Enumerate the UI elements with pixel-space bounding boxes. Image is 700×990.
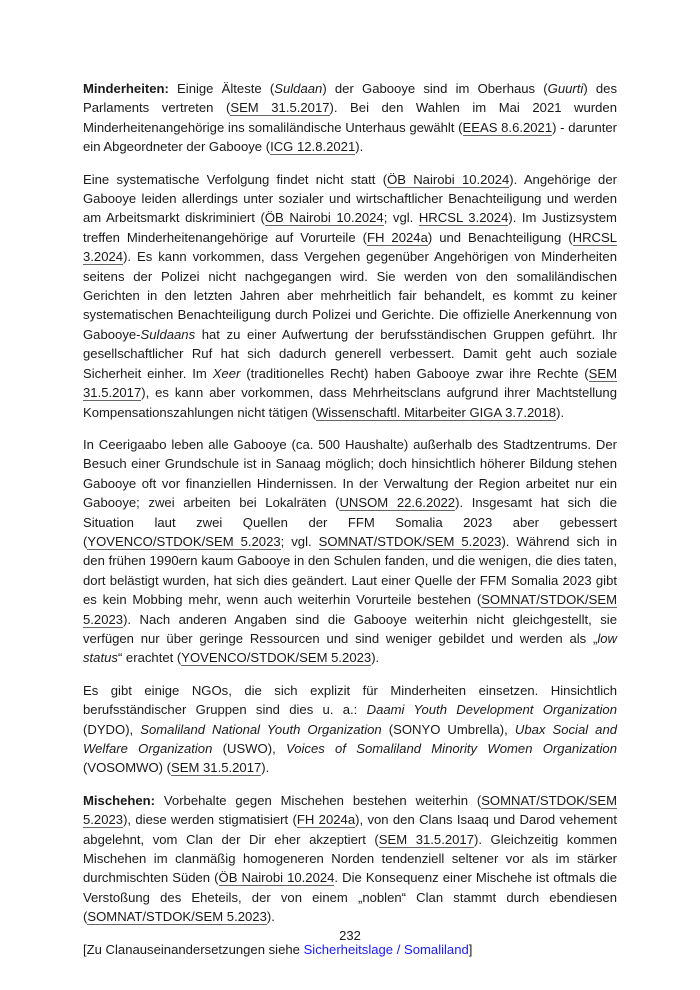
text: (traditionelles Recht) haben Gabooye zwar ihre Rechte ( (240, 365, 589, 381)
text: ). (266, 909, 275, 925)
citation-link[interactable]: HRCSL 3.2024 (83, 229, 617, 265)
italic-term: low status (83, 630, 617, 666)
text: ). Nach anderen Angaben sind die Gabooye weiterhin nicht gleichgestellt, sie verfügen nur über geringe Ressourcen und sind weniger gebildet und werden als „ (83, 611, 617, 646)
citation-link[interactable]: ÖB Nairobi 10.2024 (218, 870, 335, 886)
text: ). Bei den Wahlen im Mai 2021 wurden Minderheitenangehörige ins somaliländische Unterhaus gewählt ( (83, 100, 617, 135)
citation-link[interactable]: YOVENCO/STDOK/SEM 5.2023 (181, 650, 372, 666)
page-number: 232 (339, 928, 361, 943)
text: ) der Gabooye sind im Oberhaus ( (322, 81, 548, 96)
text: ). Im Justizsystem treffen Minderheitenangehörige auf Vorurteile ( (83, 210, 617, 245)
text: “ erachtet ( (117, 650, 182, 666)
italic-term: Ubax Social and Welfare Organization (83, 721, 618, 756)
text: ). Während sich in den frühen 1990ern kaum Gabooye in den Schulen fanden, und die wenigen, die dies taten, dort belästigt wurden, hat sich dies geändert. Laut einer Quelle der FFM Somalia 2023 gibt es kein Mobbing mehr, wenn auch weiterhin Vorurteile bestehen ( (83, 533, 617, 608)
citation-link[interactable]: UNSOM 22.6.2022 (339, 495, 456, 511)
text: ] (468, 941, 473, 957)
citation-link[interactable]: SOMNAT/STDOK/SEM 5.2023 (87, 909, 267, 925)
text: ), es kann aber vorkommen, dass Mehrheitsclans aufgrund ihrer Machtstellung Kompensationszahlungen nicht tätigen ( (83, 385, 617, 420)
citation-link[interactable]: EEAS 8.6.2021 (462, 119, 553, 135)
text: ). (556, 404, 565, 420)
text: ). Gleichzeitig kommen Mischehen im clanmäßig homogeneren Norden tendenziell seltener vor als im stärker durchmischten Süden ( (83, 831, 618, 886)
citation-link[interactable]: SEM 31.5.2017 (378, 831, 474, 847)
citation-link[interactable]: SOMNAT/STDOK/SEM 5.2023 (318, 533, 502, 549)
cross-reference-link[interactable]: Sicherheitslage / Somaliland (303, 941, 469, 957)
text: . Die Konsequenz einer Mischehe ist oftmals die Verstoßung des Eheteils, der von einem „noblen“ Clan stammt durch ebendiesen ( (83, 870, 617, 925)
text: ), diese werden stigmatisiert ( (123, 812, 297, 828)
document-body (83, 79, 617, 972)
citation-link[interactable]: SEM 31.5.2017 (83, 365, 617, 401)
text: (SONYO Umbrella), (381, 721, 515, 737)
italic-term: Voices of Somaliland Minority Women Organization (285, 741, 617, 756)
italic-term: Guurti (547, 81, 584, 96)
text: ; vgl. (280, 533, 319, 549)
text: ) - darunter ein Abgeordneter der Gabooye ( (83, 119, 618, 155)
text: ). Es kann vorkommen, dass Vergehen gegenüber Angehörigen von Minderheiten seitens der Polizei nicht nachgegangen wird. Sie werden von den somaliländischen Gerichten in den letzten Jahren aber mehrheitlich fair behandelt, es kommt zu keiner systematischen Benachteiligung durch Polizei und Gerichte. Die offizielle Anerkennung von Gabooye- (83, 249, 617, 342)
text: (DYDO), (83, 721, 141, 737)
text: ). (355, 139, 364, 155)
citation-link[interactable]: ÖB Nairobi 10.2024 (264, 210, 384, 226)
text: Einige Älteste ( (168, 81, 275, 96)
text: ) des Parlaments vertreten ( (83, 81, 618, 116)
citation-link[interactable]: SOMNAT/STDOK/SEM 5.2023 (83, 592, 617, 627)
bold-heading: Minderheiten: (83, 81, 169, 96)
text: hat zu einer Aufwertung der berufsständischen Gruppen geführt. Ihr gesellschaftlicher Ruf hat sich dadurch generell verbessert. Damit geht auch soziale Sicherheit einher. Im (83, 326, 617, 381)
text: ; vgl. (383, 210, 419, 226)
italic-term: Daami Youth Development Organization (366, 702, 617, 718)
text: ). (261, 760, 270, 776)
italic-term: Xeer (212, 365, 241, 381)
italic-term: Somaliland National Youth Organization (140, 721, 382, 737)
text: (VOSOMWO) ( (83, 760, 172, 776)
text: ), von den Clans Isaaq und Darod vehement abgelehnt, vom Clan der Dir eher akzeptiert ( (83, 812, 617, 847)
paragraph (83, 170, 617, 422)
text: ). (371, 650, 380, 666)
citation-link[interactable]: SEM 31.5.2017 (171, 760, 262, 776)
citation-link[interactable]: ÖB Nairobi 10.2024 (387, 171, 510, 187)
citation-link[interactable]: YOVENCO/STDOK/SEM 5.2023 (87, 533, 281, 549)
text: ). Angehörige der Gabooye leiden allerdings unter sozialer und wirtschaftlicher Benachteiligung und werden am Arbeitsmarkt diskriminiert ( (83, 171, 617, 226)
paragraph (83, 681, 617, 778)
citation-link[interactable]: Wissenschaftl. Mitarbeiter GIGA 3.7.2018 (315, 404, 557, 420)
paragraph (83, 79, 617, 157)
italic-term: Suldaans (140, 326, 196, 342)
citation-link[interactable]: FH 2024a (296, 812, 356, 828)
citation-link[interactable]: FH 2024a (366, 229, 428, 245)
text: [Zu Clanauseinandersetzungen siehe (83, 941, 304, 957)
citation-link[interactable]: SEM 31.5.2017 (230, 100, 330, 116)
text: Es gibt einige NGOs, die sich explizit für Minderheiten einsetzen. Hinsichtlich berufsständischer Gruppen sind dies u. a.: (83, 682, 617, 718)
italic-term: Suldaan (274, 81, 323, 96)
text: (USWO), (212, 741, 286, 756)
citation-link[interactable]: HRCSL 3.2024 (418, 210, 509, 226)
text: In Ceerigaabo leben alle Gabooye (ca. 500 Haushalte) außerhalb des Stadtzentrums. Der Besuch einer Grundschule ist in Sanaag möglich; doch hinsichtlich höherer Bildung stehen Gabooye oft vor finanziellen Hindernissen. In der Verwaltung der Region arbeitet nur ein Gabooye; zwei arbeiten bei Lokalräten ( (83, 436, 617, 511)
text: ) und Benachteiligung ( (427, 229, 573, 245)
citation-link[interactable]: ICG 12.8.2021 (270, 139, 356, 155)
citation-link[interactable]: SOMNAT/STDOK/SEM 5.2023 (83, 792, 617, 828)
text: ). Insgesamt hat sich die Situation laut zwei Quellen der FFM Somalia 2023 aber gebessert ( (83, 495, 617, 549)
bold-heading: Mischehen: (83, 792, 156, 808)
text: Eine systematische Verfolgung findet nicht statt ( (83, 171, 388, 187)
paragraph (83, 435, 617, 668)
text: Vorbehalte gegen Mischehen bestehen weiterhin ( (155, 792, 482, 808)
paragraph (83, 791, 617, 927)
